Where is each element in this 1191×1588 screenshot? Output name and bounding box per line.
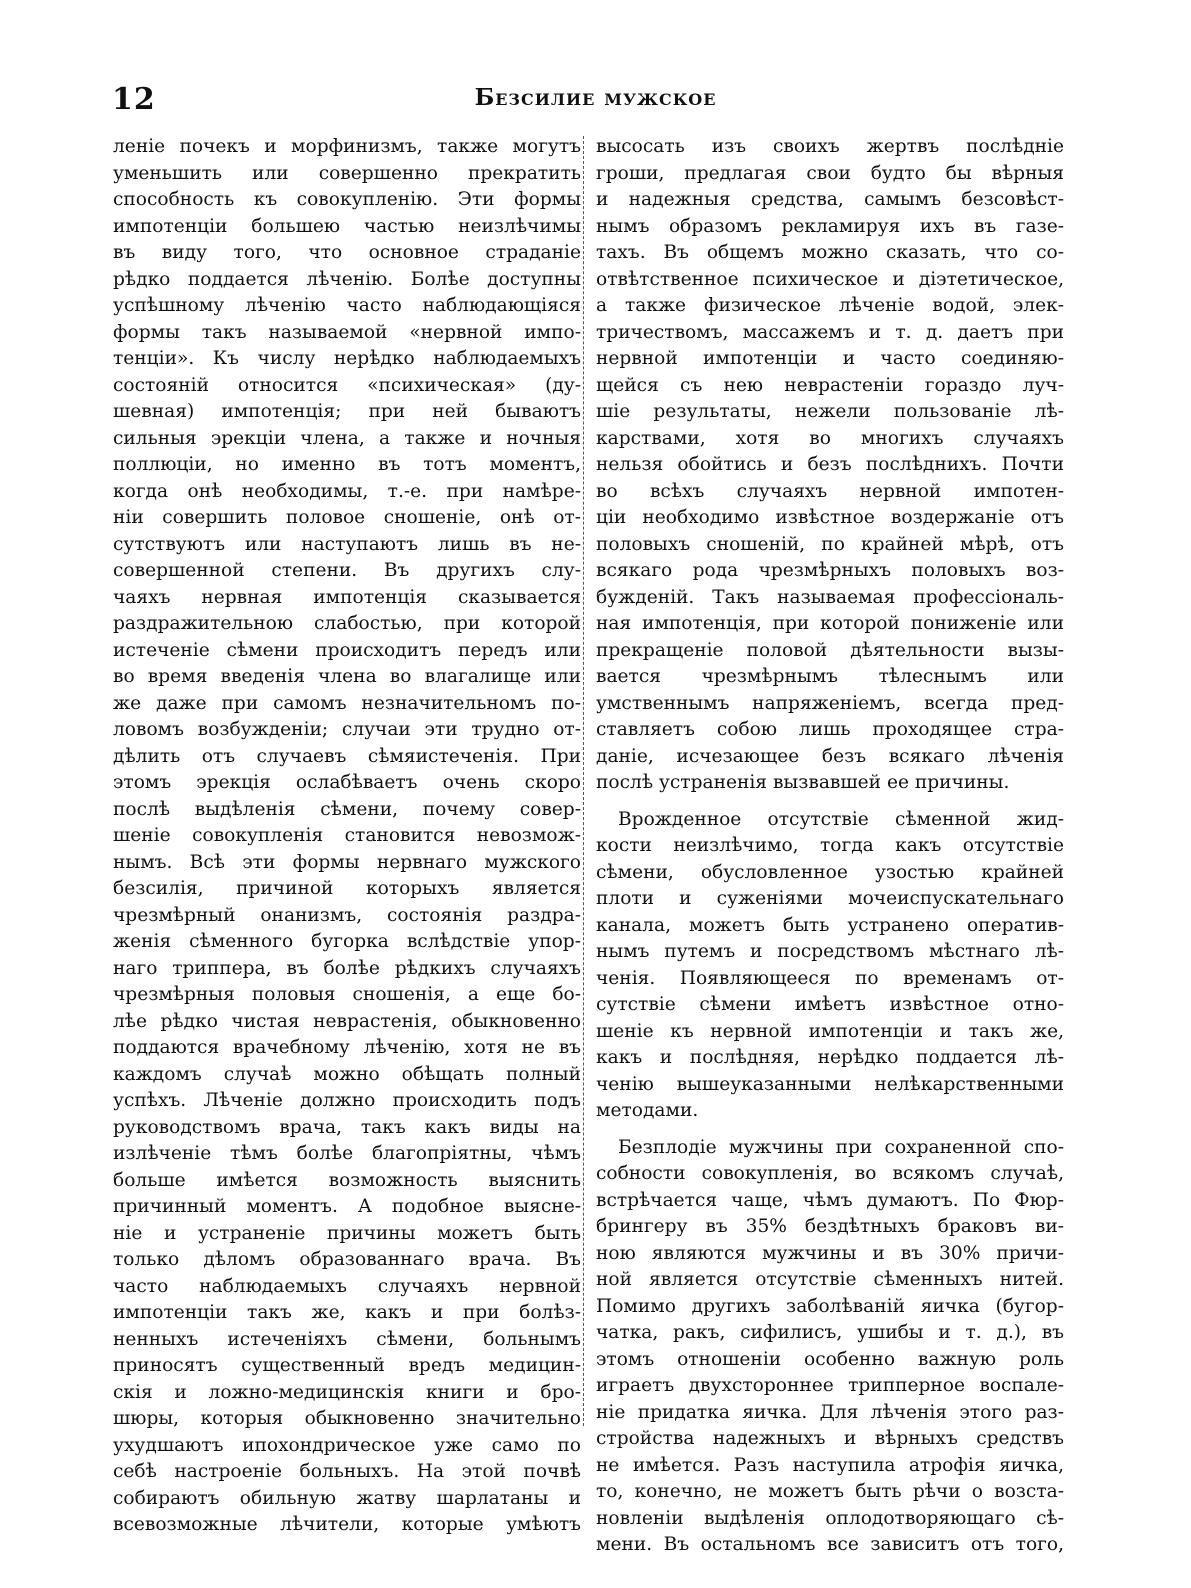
text-line: женія сѣменного бугорка вслѣдствіе упор- — [113, 931, 581, 952]
paragraph-3 — [596, 1135, 1064, 1559]
text-line: и надежныя средства, самымъ безсовѣст- — [596, 189, 1064, 210]
text-line: успѣшному лѣченію часто наблюдающіяся — [113, 295, 581, 316]
text-line: ненныхъ истеченіяхъ сѣмени, больнымъ — [113, 1328, 581, 1350]
text-line: скія и ложно-медицинскія книги и бро- — [113, 1381, 581, 1403]
text-line: чрезмѣрный онанизмъ, состоянія раздра- — [113, 904, 581, 926]
text-line: ченію вышеуказанными нелѣкарственными — [596, 1073, 1064, 1095]
text-line: нымъ. Всѣ эти формы нервнаго мужского — [113, 851, 581, 873]
text-line: шевная) импотенція; при ней бываютъ — [113, 401, 581, 422]
text-line: ставляетъ собою лишь проходящее стра- — [596, 719, 1064, 740]
text-line: шюры, которыя обыкновенно значительно — [113, 1408, 581, 1429]
text-line: ною являются мужчины и въ 30% причи- — [596, 1242, 1064, 1264]
text-line: щейся съ нею неврастеніи гораздо луч- — [596, 374, 1064, 396]
text-line: Врожденное отсутствіе сѣменной жид- — [618, 808, 1064, 830]
text-line: успѣхъ. Лѣченіе должно происходить подъ — [113, 1090, 581, 1111]
text-line: во всѣхъ случаяхъ нервной импотен- — [596, 480, 1064, 502]
right-column — [596, 134, 1064, 1559]
text-line: часто наблюдаемыхъ случаяхъ нервной — [113, 1275, 581, 1297]
text-line: ніе и устраненіе причины можетъ быть — [113, 1222, 581, 1244]
column-divider — [583, 136, 584, 1426]
running-head: Безсилие мужское — [474, 84, 717, 111]
paragraph-gap — [596, 797, 1064, 807]
text-line: состояній относится «психическая» (ду- — [113, 374, 581, 396]
text-line: Безплодіе мужчины при сохраненной спо- — [618, 1136, 1064, 1158]
text-line: себѣ настроеніе больныхъ. На этой почвѣ — [113, 1461, 581, 1482]
text-line: руководствомъ врача, такъ какъ виды на — [113, 1116, 581, 1138]
text-line: импотенціи такъ же, какъ и при болѣз- — [113, 1302, 581, 1323]
text-line: встрѣчается чаще, чѣмъ думаютъ. По Фюр- — [596, 1189, 1064, 1211]
text-line: импотенціи большею частью неизлѣчимы — [113, 215, 581, 237]
text-line: умственнымъ напряженіемъ, всегда пред- — [596, 692, 1064, 714]
text-line: безсилія, причиной которыхъ является — [113, 878, 581, 899]
text-line: мени. Въ остальномъ все зависитъ отъ того, — [596, 1534, 1064, 1555]
text-line: стройства надежныхъ и вѣрныхъ средствъ — [596, 1428, 1064, 1449]
text-line: карствами, хотя во многихъ случаяхъ — [596, 427, 1064, 449]
text-line: рѣдко поддается лѣченію. Болѣе доступны — [113, 268, 581, 290]
text-line: нельзя обойтись и безъ послѣднихъ. Почти — [596, 454, 1064, 475]
paragraph-gap — [596, 1125, 1064, 1135]
text-line: половыхъ сношеній, по крайней мѣрѣ, отъ — [596, 533, 1064, 555]
text-line: плоти и суженіями мочеиспускательнаго — [596, 888, 1064, 909]
text-line: лѣе рѣдко чистая неврастенія, обыкновенно — [113, 1010, 581, 1032]
text-line: нервной импотенціи и часто соединяю- — [596, 348, 1064, 369]
text-line: шеніе совокупленія становится невозмож- — [113, 825, 581, 846]
text-line: въ виду того, что основное страданіе — [113, 242, 581, 263]
text-line: гроши, предлагая свои будто бы вѣрныя — [596, 162, 1064, 184]
page-number: 12 — [112, 82, 156, 117]
text-line: методами. — [596, 1100, 699, 1121]
text-line: уменьшить или совершенно прекратить — [113, 162, 581, 184]
text-line: послѣ выдѣленія сѣмени, почему совер- — [113, 798, 581, 820]
text-line: этомъ эрекція ослабѣваетъ очень скоро — [113, 772, 581, 793]
text-line: тричествомъ, массажемъ и т. д. даетъ при — [596, 321, 1064, 343]
text-line: только дѣломъ образованнаго врача. Въ — [113, 1249, 581, 1270]
text-line: наго триппера, въ болѣе рѣдкихъ случаяхъ — [113, 957, 581, 979]
text-line: способность къ совокупленію. Эти формы — [113, 189, 581, 210]
text-line: раздражительною слабостью, при которой — [113, 613, 581, 634]
text-line: поллюціи, но именно въ тотъ моментъ, — [113, 454, 581, 475]
text-line: чрезмѣрныя половыя сношенія, а еще бо- — [113, 984, 581, 1005]
text-line: во время введенія члена во влагалище или — [113, 666, 581, 687]
text-line: приносятъ существенный вредъ медицин- — [113, 1355, 581, 1376]
text-line: вается чрезмѣрнымъ тѣлеснымъ или — [596, 666, 1064, 687]
text-line: высосать изъ своихъ жертвъ послѣдніе — [596, 136, 1064, 157]
text-line: ной является отсутствіе сѣменныхъ нитей. — [596, 1269, 1064, 1290]
text-line: сѣмени, обусловленное узостью крайней — [596, 861, 1064, 883]
text-line: какъ и послѣдняя, нерѣдко поддается лѣ- — [596, 1047, 1064, 1068]
text-line: ная импотенція, при которой пониженіе или — [596, 613, 1064, 634]
text-line: даніе, исчезающее безъ всякаго лѣченія — [596, 745, 1064, 767]
text-line: леніе почекъ и морфинизмъ, также могутъ — [113, 136, 581, 157]
text-line: прекращеніе половой дѣятельности вызы- — [596, 639, 1064, 661]
text-line: бужденій. Такъ называемая профессіональ- — [596, 586, 1064, 608]
text-line: новленіи выдѣленія оплодотворяющаго сѣ- — [596, 1507, 1064, 1529]
text-line: а также физическое лѣченіе водой, элек- — [596, 295, 1064, 316]
text-line: собности совокупленія, во всякомъ случаѣ, — [596, 1163, 1064, 1184]
text-line: брингеру въ 35% бездѣтныхъ браковъ ви- — [596, 1216, 1064, 1237]
text-line: чаяхъ нервная импотенція сказывается — [113, 586, 581, 608]
text-line: отвѣтственное психическое и діэтетическое, — [596, 268, 1064, 290]
text-line: ніе придатка яичка. Для лѣченія этого раз- — [596, 1401, 1064, 1423]
text-line: поддаются врачебному лѣченію, хотя не въ — [113, 1037, 581, 1058]
text-line: собираютъ обильную жатву шарлатаны и — [113, 1487, 581, 1509]
text-line: тенціи». Къ числу нерѣдко наблюдаемыхъ — [113, 348, 581, 369]
text-line: то, конечно, не можетъ быть рѣчи о возста- — [596, 1481, 1064, 1502]
text-line: шеніе къ нервной импотенціи и такъ же, — [596, 1020, 1064, 1042]
text-line: этомъ отношеніи особенно важную роль — [596, 1348, 1064, 1370]
text-line: чатка, ракъ, сифилисъ, ушибы и т. д.), въ — [596, 1322, 1064, 1343]
text-line: формы такъ называемой «нервной импо- — [113, 321, 581, 343]
text-line: причинный моментъ. А подобное выясне- — [113, 1196, 581, 1217]
text-line: больше имѣется возможность выяснить — [113, 1169, 581, 1191]
text-line: всякаго рода чрезмѣрныхъ половыхъ воз- — [596, 560, 1064, 581]
text-line: играетъ двухстороннее трипперное воспале- — [596, 1375, 1064, 1396]
text-line: ченія. Появляющееся по временамъ от- — [596, 967, 1064, 989]
text-line: когда онѣ необходимы, т.-е. при намѣре- — [113, 480, 581, 502]
text-line: послѣ устраненія вызвавшей ее причины. — [596, 772, 1010, 793]
text-line: ніи совершить половое сношеніе, онѣ от- — [113, 507, 581, 528]
text-line: тахъ. Въ общемъ можно сказать, что со- — [596, 242, 1064, 263]
text-line: ловомъ возбужденіи; случаи эти трудно от- — [113, 719, 581, 740]
text-line: канала, можетъ быть устранено оператив- — [596, 914, 1064, 936]
text-line: сильныя эрекціи члена, а также и ночныя — [113, 427, 581, 449]
text-line: истеченіе сѣмени происходитъ передъ или — [113, 639, 581, 661]
left-column — [113, 134, 581, 1539]
text-line: ухудшаютъ ипохондрическое уже само по — [113, 1434, 581, 1456]
text-line: не имѣется. Разъ наступила атрофія яичка, — [596, 1454, 1064, 1476]
paragraph-2 — [596, 807, 1064, 1125]
text-line: нымъ путемъ и посредствомъ мѣстнаго лѣ- — [596, 941, 1064, 962]
paragraph-1 — [596, 134, 1064, 797]
text-line: сутствіе сѣмени имѣетъ извѣстное отно- — [596, 994, 1064, 1015]
text-line: ціи необходимо извѣстное воздержаніе отъ — [596, 507, 1064, 528]
text-line: сутствуютъ или наступаютъ лишь въ не- — [113, 533, 581, 555]
text-line: совершенной степени. Въ другихъ слу- — [113, 560, 581, 581]
text-line: дѣлить отъ случаевъ сѣмяистеченія. При — [113, 745, 581, 767]
text-line: излѣченіе тѣмъ болѣе благопріятны, чѣмъ — [113, 1143, 581, 1164]
text-line: шіе результаты, нежели пользованіе лѣ- — [596, 401, 1064, 422]
text-line: Помимо другихъ заболѣваній яичка (бугор- — [596, 1295, 1064, 1317]
text-line: всевозможные лѣчители, которые умѣютъ — [113, 1514, 581, 1535]
text-line: нымъ образомъ рекламируя ихъ въ газе- — [596, 215, 1064, 237]
text-line: же даже при самомъ незначительномъ по- — [113, 692, 581, 714]
text-line: каждомъ случаѣ можно обѣщать полный — [113, 1063, 581, 1085]
text-line: кости неизлѣчимо, тогда какъ отсутствіе — [596, 835, 1064, 856]
